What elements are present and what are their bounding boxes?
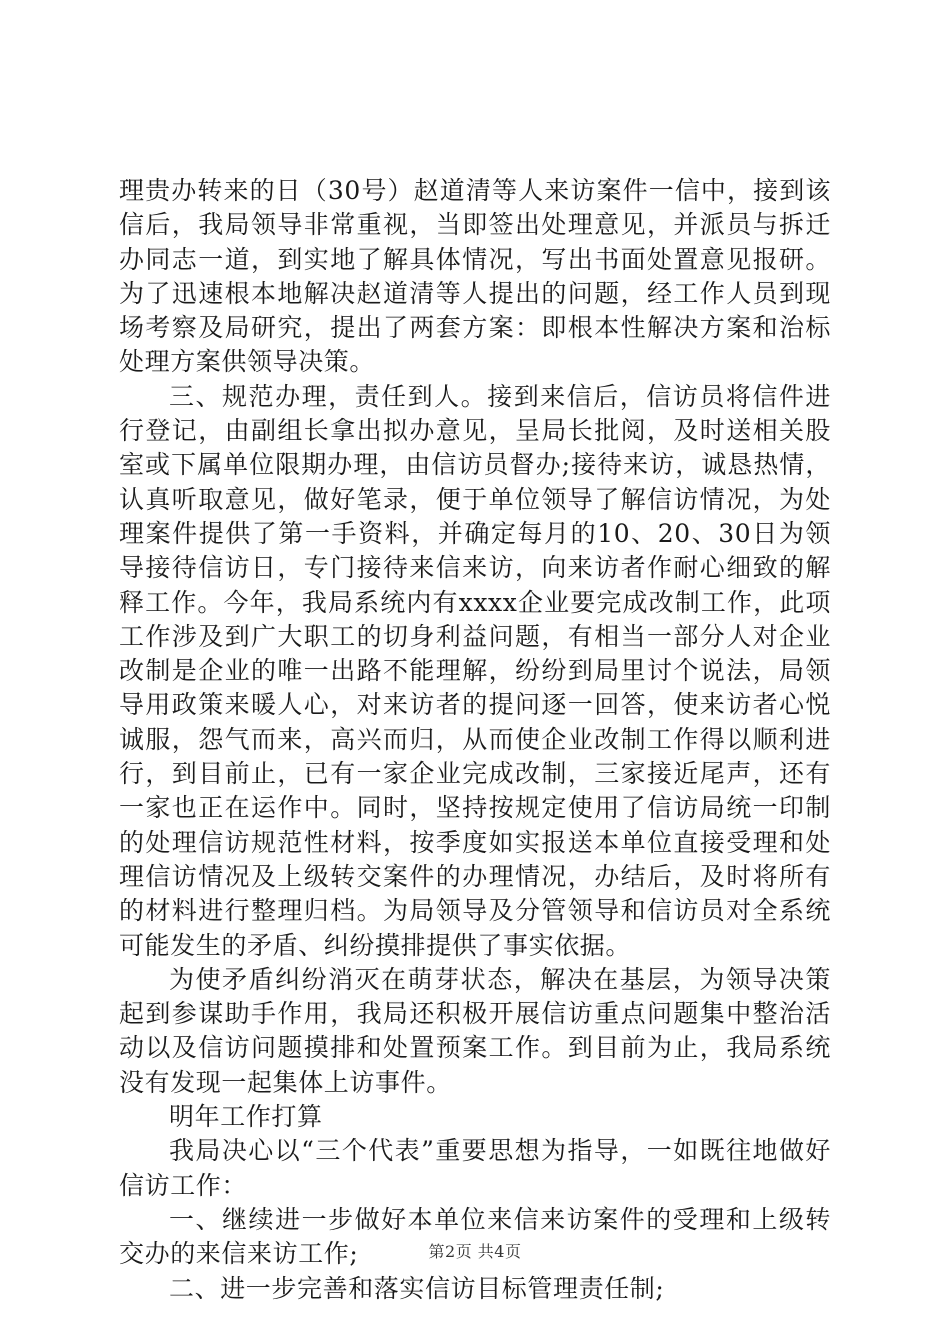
- paragraph-standard-handling: 三、规范办理，责任到人。接到来信后，信访员将信件进行登记，由副组长拿出拟办意见，呈局长批阅，及时送相关股室或下属单位限期办理，由信访员督办;接待来访，诚恳热情，认真听取意见，做好笔录，便于单位领导了解信访情况，为处理案件提供了第一手资料，并确定每月的10、20、30日为领导接待信访日，专门接待来信来访，向来访者作耐心细致的解释工作。今年，我局系统内有xxxx企业要完成改制工作，此项工作涉及到广大职工的切身利益问题，有相当一部分人对企业改制是企业的唯一出路不能理解，纷纷到局里讨个说法，局领导用政策来暖人心，对来访者的提问逐一回答，使来访者心悦诚服，怨气而来，高兴而归，从而使企业改制工作得以顺利进行，到目前止，已有一家企业完成改制，三家接近尾声，还有一家也正在运作中。同时，坚持按规定使用了信访局统一印制的处理信访规范性材料，按季度如实报送本单位直接受理和处理信访情况及上级转交案件的办理情况，办结后，及时将所有的材料进行整理归档。为局领导及分管领导和信访员对全系统可能发生的矛盾、纠纷摸排提供了事实依据。: [119, 381, 831, 960]
- paragraph-case-handling: 理贵办转来的日（30号）赵道清等人来访案件一信中，接到该信后，我局领导非常重视，当即签出处理意见，并派员与拆迁办同志一道，到实地了解具体情况，写出书面处置意见报研。为了迅速根本地解决赵道清等人提出的问题，经工作人员到现场考察及局研究，提出了两套方案：即根本性解决方案和治标处理方案供领导决策。: [119, 176, 831, 377]
- paragraph-dispute-prevention: 为使矛盾纠纷消灭在萌芽状态，解决在基层，为领导决策起到参谋助手作用，我局还积极开展信访重点问题集中整治活动以及信访问题摸排和处置预案工作。到目前为止，我局系统没有发现一起集体上访事件。: [119, 964, 831, 1097]
- section-heading-next-year-plan: 明年工作打算: [169, 1102, 323, 1132]
- paragraph-plan-item-1: 一、继续进一步做好本单位来信来访案件的受理和上级转交办的来信来访工作;: [119, 1204, 831, 1269]
- page-number-footer: 第2页 共4页: [428, 1242, 522, 1261]
- document-body: [119, 174, 831, 1306]
- paragraph-plan-item-2: 二、进一步完善和落实信访目标管理责任制;: [169, 1273, 665, 1303]
- paragraph-plan-intro: 我局决心以“三个代表”重要思想为指导，一如既往地做好信访工作：: [119, 1136, 831, 1200]
